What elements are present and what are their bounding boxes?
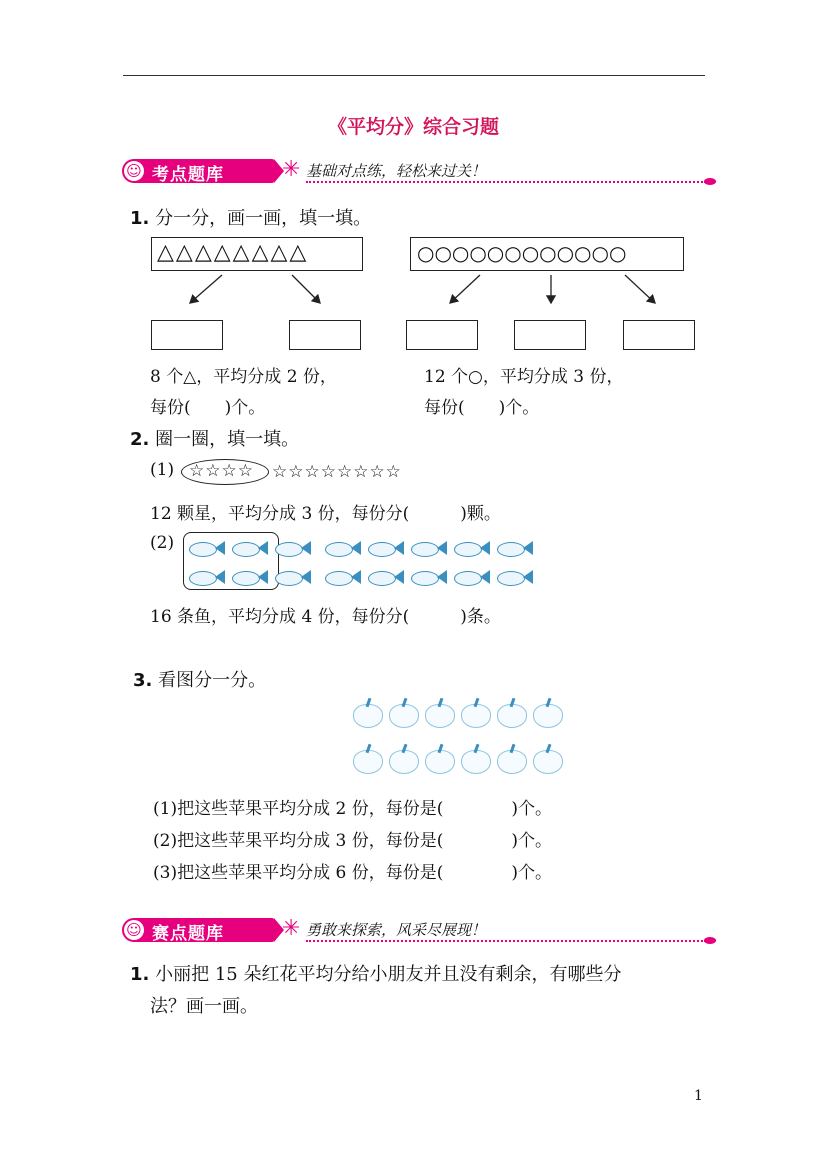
fish-icon [454,567,490,587]
banner-subtitle: 勇敢来探索，风采尽展现！ [306,921,487,939]
smiley-icon: ☺ [124,161,144,181]
fish-icon [454,538,490,558]
fish-row-1 [189,538,540,562]
apple-row-1 [353,698,569,730]
arrow-right-a [450,275,480,303]
divider-end-dot [704,178,716,185]
answer-box-5[interactable] [623,320,695,350]
fish-icon [411,538,447,558]
fish-icon [325,567,361,587]
q2-part2-label: (2) [150,533,175,553]
stars-circled: ☆☆☆☆ [189,461,254,481]
fish-icon [232,567,268,587]
question-1 [130,204,371,230]
apple-icon [389,744,419,772]
question-number: 1. [130,964,150,985]
q2-part2-text: 16 条鱼，平均分成 4 份，每份分( )条。 [150,607,501,627]
apple-icon [533,698,563,726]
fish-icon [275,567,311,587]
question-stem: 看图分一分。 [158,670,267,691]
q2-part1-text: 12 颗星，平均分成 3 份，每份分( )颗。 [150,504,501,524]
competition-question-1 [130,960,621,986]
question-number: 1. [130,208,150,229]
smiley-icon: ☺ [124,920,144,940]
document-title: 《平均分》综合习题 [327,116,499,138]
header-rule [123,75,705,76]
fish-icon [497,538,533,558]
arrow-right-c [625,275,655,303]
fish-icon [368,538,404,558]
q1-left-line2: 每份( )个。 [150,398,266,418]
apple-icon [425,698,455,726]
q1-right-line1: 12 个○，平均分成 3 份， [424,367,624,387]
fish-icon [497,567,533,587]
apple-icon [461,698,491,726]
fish-icon [368,567,404,587]
apple-icon [389,698,419,726]
banner-tag [122,159,274,183]
answer-box-3[interactable] [406,320,478,350]
q1-left-line1: 8 个△，平均分成 2 份， [150,367,337,387]
banner-tag [122,918,274,942]
question-number: 3. [133,670,153,691]
fish-icon [411,567,447,587]
banner-label: 赛点题库 [152,924,224,944]
circles: ○○○○○○○○○○○○ [417,241,627,265]
fish-grid [189,538,540,591]
answer-box-2[interactable] [289,320,361,350]
fish-icon [275,538,311,558]
question-stem: 分一分，画一画，填一填。 [155,208,372,229]
question-3 [133,666,266,692]
apple-icon [497,744,527,772]
question-line-1: 小丽把 15 朵红花平均分给小朋友并且没有剩余，有哪些分 [155,964,622,985]
arrow-left-b [292,275,320,303]
fish-icon [189,538,225,558]
answer-box-1[interactable] [151,320,223,350]
apple-icon [425,744,455,772]
dotted-divider [306,940,706,942]
question-number: 2. [130,429,150,450]
section-banner-saidian [122,913,712,947]
divider-end-dot [704,937,716,944]
split-arrows [140,270,710,320]
competition-question-1-line2: 法？画一画。 [150,996,258,1017]
sparkle-icon: ✳ [282,157,301,182]
triangles: △△△△△△△△ [157,240,309,265]
fish-row-2 [189,567,540,591]
fish-icon [325,538,361,558]
apple-icon [353,698,383,726]
dotted-divider [306,181,706,183]
question-stem: 圈一圈，填一填。 [155,429,300,450]
arrow-left-a [190,275,222,303]
fish-icon [232,538,268,558]
question-2 [130,425,299,451]
q3-line-3: (3)把这些苹果平均分成 6 份，每份是( )个。 [153,863,552,883]
banner-label: 考点题库 [152,165,224,185]
circle-box [410,237,684,271]
section-banner-kaodian [122,154,712,188]
banner-subtitle: 基础对点练，轻松来过关！ [306,162,487,180]
apple-icon [497,698,527,726]
q2-part1-label: (1) [150,460,175,480]
stars-rest: ☆☆☆☆☆☆☆☆ [272,462,402,482]
q1-right-line2: 每份( )个。 [424,398,540,418]
apple-icon [533,744,563,772]
sparkle-icon: ✳ [282,916,301,941]
apple-icon [353,744,383,772]
q3-line-1: (1)把这些苹果平均分成 2 份，每份是( )个。 [153,799,552,819]
stars-circle [181,459,269,485]
fish-icon [189,567,225,587]
triangle-box [151,237,363,271]
answer-box-4[interactable] [514,320,586,350]
apple-grid [353,698,569,776]
page-number: 1 [694,1088,703,1104]
apple-icon [461,744,491,772]
q3-line-2: (2)把这些苹果平均分成 3 份，每份是( )个。 [153,831,552,851]
apple-row-2 [353,744,569,776]
